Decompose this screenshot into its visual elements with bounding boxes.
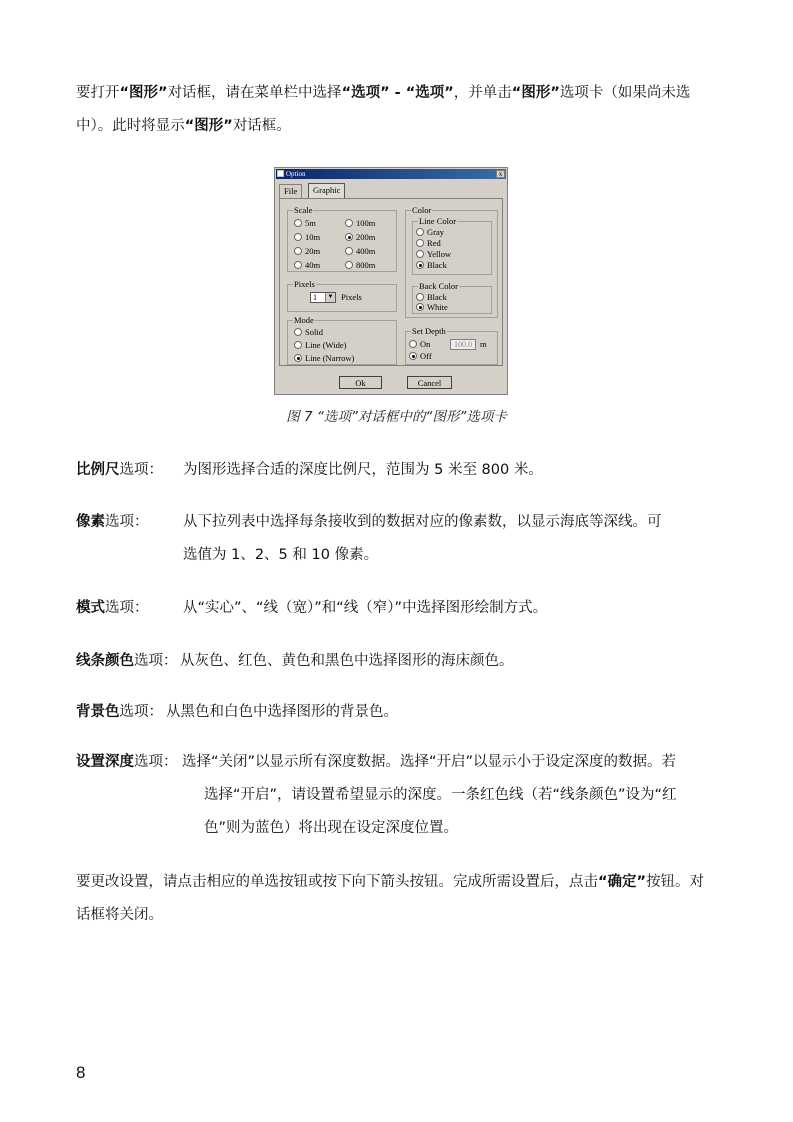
radio-label: On	[420, 339, 431, 349]
desc-line: 从“实心”、“线（宽）”和“线（窄）”中选择图形绘制方式。	[183, 600, 548, 616]
back-color-group	[412, 281, 492, 314]
item-desc-cont	[204, 779, 714, 845]
dialog-titlebar	[276, 169, 506, 179]
radio-label: Gray	[427, 227, 444, 237]
cancel-button[interactable]: Cancel	[407, 376, 452, 389]
item-term	[76, 592, 149, 625]
scale-radio-5m[interactable]	[294, 218, 316, 229]
radio-label: 5m	[305, 218, 316, 228]
item-back-color	[76, 696, 716, 729]
radio-icon	[294, 219, 302, 227]
intro-text: ，并单击	[453, 85, 512, 101]
pixels-value: 1	[313, 293, 317, 302]
radio-selected-icon	[416, 261, 424, 269]
item-term	[76, 696, 163, 729]
mode-radio-solid[interactable]	[294, 327, 323, 338]
pixels-group	[287, 279, 397, 312]
pixels-label: Pixels	[294, 279, 315, 289]
color-label: Color	[412, 205, 432, 215]
radio-label: Red	[427, 238, 441, 248]
term-suffix: 选项：	[119, 462, 163, 478]
tab-file[interactable]: File	[279, 184, 302, 198]
desc-line: 选值为 1、2、5 和 10 像素。	[183, 547, 379, 563]
set-depth-radio-on[interactable]	[409, 339, 430, 350]
item-desc	[183, 592, 713, 625]
radio-label: 100m	[356, 218, 376, 228]
scale-label: Scale	[294, 205, 313, 215]
desc-line: 色”则为蓝色）将出现在设定深度位置。	[204, 820, 459, 836]
depth-input[interactable]: 100.0	[450, 339, 476, 350]
term-suffix: 选项：	[134, 754, 178, 770]
chevron-down-icon[interactable]: ▼	[325, 293, 335, 302]
color-group	[405, 205, 498, 318]
radio-selected-icon	[294, 354, 302, 362]
radio-icon	[345, 247, 353, 255]
radio-label: Yellow	[427, 249, 452, 259]
item-desc	[180, 645, 710, 678]
desc-line: 选择“开启”，请设置希望显示的深度。一条红色线（若“线条颜色”设为“红	[204, 787, 677, 803]
term-bold: 线条颜色	[76, 653, 134, 669]
line-color-radio-black[interactable]	[416, 260, 447, 271]
radio-label: Black	[427, 260, 447, 270]
item-scale	[76, 454, 716, 487]
radio-icon	[294, 261, 302, 269]
item-term	[76, 645, 178, 678]
scale-radio-10m[interactable]	[294, 232, 320, 243]
desc-line: 选择“关闭”以显示所有深度数据。选择“开启”以显示小于设定深度的数据。若	[182, 754, 677, 770]
set-depth-radio-off[interactable]	[409, 351, 432, 362]
ok-button[interactable]: Ok	[339, 376, 382, 389]
radio-icon	[345, 261, 353, 269]
intro-bold: “图形”	[511, 85, 560, 101]
figure-caption: 图 7 “选项”对话框中的“图形”选项卡	[286, 409, 507, 425]
radio-selected-icon	[345, 233, 353, 241]
term-bold: 比例尺	[76, 462, 120, 478]
item-desc	[183, 506, 713, 572]
depth-unit: m	[480, 339, 487, 349]
intro-bold: “图形”	[184, 118, 233, 134]
item-mode	[76, 592, 716, 625]
scale-radio-100m[interactable]	[345, 218, 375, 229]
intro-text: 对话框。	[232, 118, 291, 134]
radio-selected-icon	[416, 303, 424, 311]
item-line-color	[76, 645, 716, 678]
desc-line: 从灰色、红色、黄色和黑色中选择图形的海床颜色。	[180, 653, 514, 669]
term-bold: 背景色	[76, 704, 120, 720]
radio-label: 10m	[305, 232, 321, 242]
mode-radio-line-wide[interactable]	[294, 340, 346, 351]
mode-group	[287, 315, 397, 365]
radio-icon	[294, 341, 302, 349]
line-color-radio-red[interactable]	[416, 238, 441, 249]
item-desc	[166, 696, 706, 729]
desc-line: 从下拉列表中选择每条接收到的数据对应的像素数，以显示海底等深线。可	[183, 514, 662, 530]
app-icon	[277, 170, 284, 177]
radio-label: 800m	[356, 260, 376, 270]
intro-bold: “图形”	[119, 85, 168, 101]
radio-selected-icon	[409, 352, 417, 360]
set-depth-group	[405, 326, 498, 365]
intro-text: 选项卡（如果尚未选中）。此时将显示	[76, 85, 691, 134]
page-number: 8	[76, 1063, 86, 1082]
radio-icon	[294, 233, 302, 241]
pixels-unit: Pixels	[341, 292, 362, 302]
back-color-radio-white[interactable]	[416, 302, 448, 313]
item-term	[76, 506, 149, 539]
radio-icon	[409, 340, 417, 348]
dialog-title: Option	[286, 170, 306, 178]
radio-label: Off	[420, 351, 432, 361]
item-desc	[182, 746, 722, 779]
intro-bold: “选项” - “选项”	[341, 85, 454, 101]
radio-label: 400m	[356, 246, 376, 256]
intro-paragraph	[76, 77, 716, 143]
back-color-label: Back Color	[419, 281, 458, 291]
scale-radio-20m[interactable]	[294, 246, 320, 257]
intro-text: 要打开	[76, 85, 120, 101]
radio-label: Line (Wide)	[305, 340, 347, 350]
scale-radio-400m[interactable]	[345, 246, 375, 257]
term-bold: 模式	[76, 600, 105, 616]
desc-line: 为图形选择合适的深度比例尺，范围为 5 米至 800 米。	[183, 462, 543, 478]
intro-text: 对话框，请在菜单栏中选择	[167, 85, 342, 101]
term-suffix: 选项：	[105, 600, 149, 616]
radio-label: White	[427, 302, 448, 312]
tab-panel-graphic	[279, 198, 503, 366]
desc-line: 从黑色和白色中选择图形的背景色。	[166, 704, 398, 720]
item-set-depth	[76, 746, 716, 845]
term-bold: 设置深度	[76, 754, 134, 770]
item-term	[76, 454, 163, 487]
closing-bold: “确定”	[598, 874, 647, 890]
scale-radio-40m[interactable]	[294, 260, 320, 271]
close-icon[interactable]: x	[496, 170, 505, 178]
radio-label: Solid	[305, 327, 323, 337]
term-suffix: 选项：	[105, 514, 149, 530]
radio-icon	[294, 328, 302, 336]
radio-icon	[416, 239, 424, 247]
radio-icon	[416, 250, 424, 258]
scale-radio-800m[interactable]	[345, 260, 375, 271]
scale-group	[287, 205, 397, 272]
item-term	[76, 746, 178, 779]
line-color-radio-yellow[interactable]	[416, 249, 451, 260]
pixels-select[interactable]	[310, 292, 336, 303]
radio-icon	[416, 228, 424, 236]
line-color-group	[412, 216, 492, 275]
scale-radio-200m[interactable]	[345, 232, 375, 243]
closing-text: 要更改设置，请点击相应的单选按钮或按下向下箭头按钮。完成所需设置后，点击	[76, 874, 598, 890]
set-depth-label: Set Depth	[412, 326, 446, 336]
radio-label: 20m	[305, 246, 321, 256]
term-bold: 像素	[76, 514, 105, 530]
line-color-radio-gray[interactable]	[416, 227, 444, 238]
line-color-label: Line Color	[419, 216, 457, 226]
radio-icon	[345, 219, 353, 227]
radio-icon	[416, 293, 424, 301]
tab-graphic[interactable]: Graphic	[308, 183, 345, 199]
radio-label: Line (Narrow)	[305, 353, 355, 363]
radio-label: 200m	[356, 232, 376, 242]
term-suffix: 选项：	[119, 704, 163, 720]
closing-paragraph	[76, 866, 716, 932]
mode-radio-line-narrow[interactable]	[294, 353, 354, 364]
item-pixels	[76, 506, 716, 572]
item-desc	[183, 454, 713, 487]
term-suffix: 选项：	[134, 653, 178, 669]
radio-label: 40m	[305, 260, 321, 270]
option-dialog	[274, 167, 508, 395]
closing-text: 按钮。对话框将关闭。	[76, 874, 705, 923]
mode-label: Mode	[294, 315, 314, 325]
radio-icon	[294, 247, 302, 255]
radio-label: Black	[427, 292, 447, 302]
